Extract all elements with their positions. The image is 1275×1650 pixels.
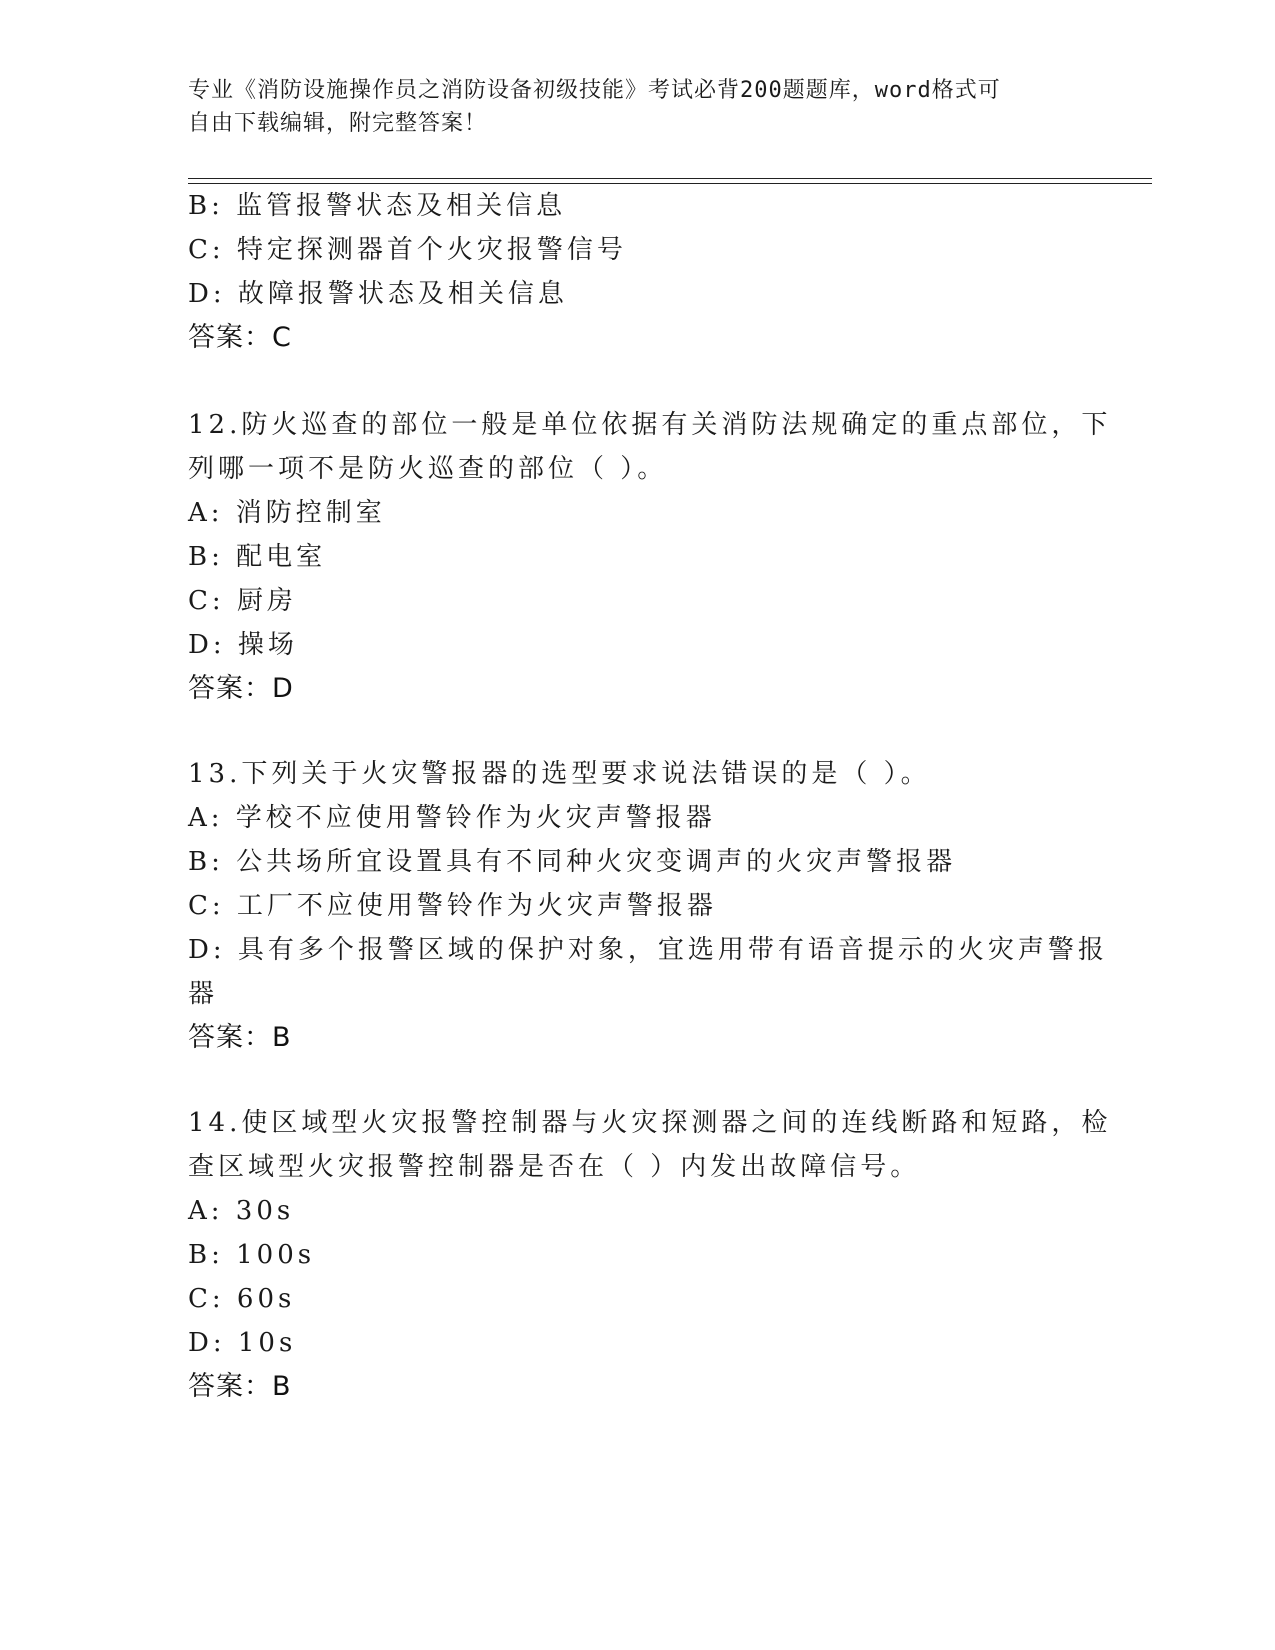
q13-answer: 答案：B — [188, 1022, 292, 1053]
q14-stem-line-1: 14.使区域型火灾报警控制器与火灾探测器之间的连线断路和短路，检 — [188, 1108, 1112, 1138]
q14-option-a: A: 30s — [188, 1196, 295, 1226]
q14-answer: 答案：B — [188, 1371, 292, 1402]
q13-option-b: B: 公共场所宜设置具有不同种火灾变调声的火灾声警报器 — [188, 847, 957, 877]
document-header — [188, 74, 1088, 140]
q12-answer: 答案：D — [188, 673, 294, 704]
header-divider-bottom — [188, 183, 1152, 184]
header-line-2: 自由下载编辑，附完整答案！ — [188, 111, 488, 136]
q12-option-d: D: 操场 — [188, 630, 298, 660]
q13-option-a: A: 学校不应使用警铃作为火灾声警报器 — [188, 803, 716, 833]
header-divider-top — [188, 178, 1152, 179]
q11-option-c: C: 特定探测器首个火灾报警信号 — [188, 235, 627, 265]
header-line-1: 专业《消防设施操作员之消防设备初级技能》考试必背200题题库，word格式可 — [188, 78, 1001, 103]
q14-option-b: B: 100s — [188, 1240, 316, 1270]
q12-option-b: B: 配电室 — [188, 542, 327, 572]
q13-option-d-line-1: D: 具有多个报警区域的保护对象，宜选用带有语音提示的火灾声警报 — [188, 935, 1108, 965]
q12-option-a: A: 消防控制室 — [188, 498, 386, 528]
q12-stem-line-1: 12.防火巡查的部位一般是单位依据有关消防法规确定的重点部位，下 — [188, 410, 1112, 440]
q14-option-c: C: 60s — [188, 1284, 296, 1314]
q11-answer: 答案：C — [188, 322, 292, 353]
q14-stem-line-2: 查区域型火灾报警控制器是否在（ ）内发出故障信号。 — [188, 1152, 921, 1182]
q12-option-c: C: 厨房 — [188, 586, 297, 616]
q13-option-c: C: 工厂不应使用警铃作为火灾声警报器 — [188, 891, 717, 921]
q12-stem-line-2: 列哪一项不是防火巡查的部位（ ）。 — [188, 454, 668, 484]
q13-option-d-line-2: 器 — [188, 979, 219, 1009]
q11-option-b: B: 监管报警状态及相关信息 — [188, 191, 567, 221]
q14-option-d: D: 10s — [188, 1328, 297, 1358]
q11-option-d: D: 故障报警状态及相关信息 — [188, 279, 568, 309]
q13-stem-line-1: 13.下列关于火灾警报器的选型要求说法错误的是（ ）。 — [188, 759, 931, 789]
